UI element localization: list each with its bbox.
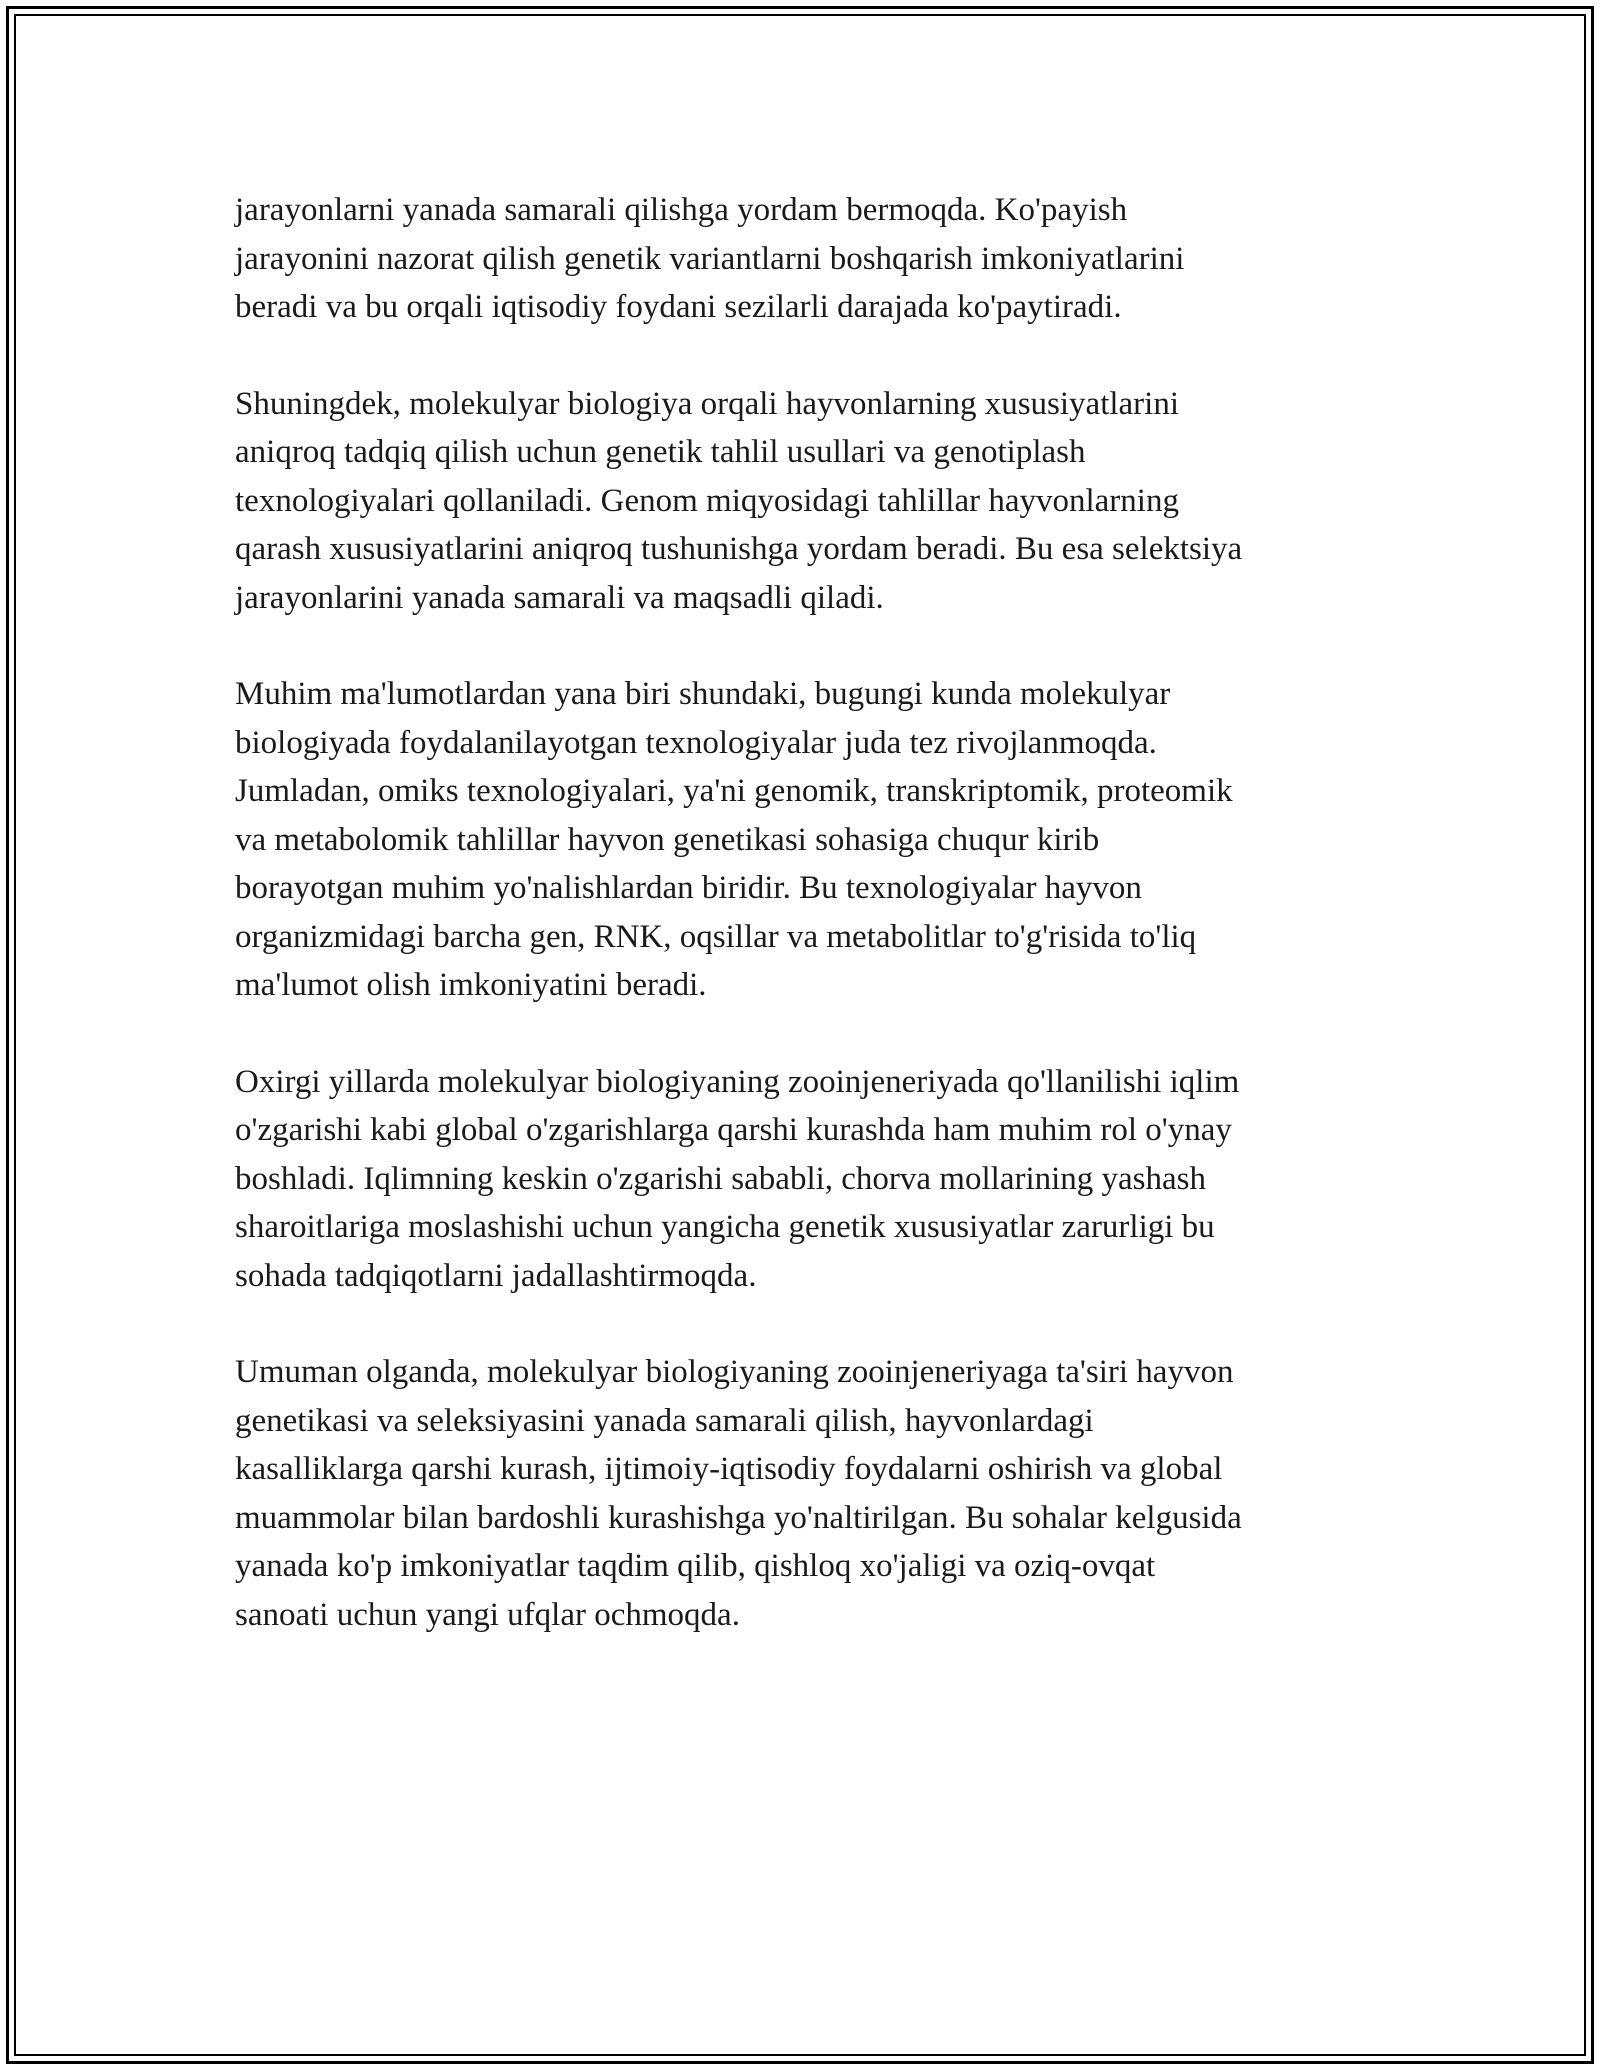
paragraph-5: Umuman olganda, molekulyar biologiyaning zooinjeneriyaga ta'siri hayvon genetikasi va seleksiyasini yanada samarali qilish, hayvonlardagi kasalliklarga qarshi kurash, ijtimoiy-iqtisodiy foydalarni oshirish va global muammolar bilan bardoshli kurashishga yo'naltirilgan. Bu sohalar kelgusida yanada ko'p imkoniyatlar taqdim qilib, qishloq xo'jaligi va oziq-ovqat sanoati uchun yangi ufqlar ochmoqda. [235,1354,1242,1633]
paragraph-3: Muhim ma'lumotlardan yana biri shundaki, bugungi kunda molekulyar biologiyada foydalanilayotgan texnologiyalar juda tez rivojlanmoqda. Jumladan, omiks texnologiyalari, ya'ni genomik, transkriptomik, proteomik va metabolomik tahlillar hayvon genetikasi sohasiga chuqur kirib borayotgan muhim yo'nalishlardan biridir. Bu texnologiyalar hayvon organizmidagi barcha gen, RNK, oqsillar va metabolitlar to'g'risida to'liq ma'lumot olish imkoniyatini beradi. [235,676,1233,1003]
paragraph-4: Oxirgi yillarda molekulyar biologiyaning zooinjeneriyada qo'llanilishi iqlim o'zgarishi kabi global o'zgarishlarga qarshi kurashda ham muhim rol o'ynay boshladi. Iqlimning keskin o'zgarishi sababli, chorva mollarining yashash sharoitlariga moslashishi uchun yangicha genetik xususiyatlar zarurligi bu sohada tadqiqotlarni jadallashtirmoqda. [235,1063,1240,1294]
document-body [235,186,1370,1687]
paragraph-1: jarayonlarni yanada samarali qilishga yordam bermoqda. Ko'payish jarayonini nazorat qilish genetik variantlarni boshqarish imkoniyatlarini beradi va bu orqali iqtisodiy foydani sezilarli darajada ko'paytiradi. [235,192,1185,325]
paragraph-2: Shuningdek, molekulyar biologiya orqali hayvonlarning xususiyatlarini aniqroq tadqiq qilish uchun genetik tahlil usullari va genotiplash texnologiyalari qollaniladi. Genom miqyosidagi tahlillar hayvonlarning qarash xususiyatlarini aniqroq tushunishga yordam beradi. Bu esa selektsiya jarayonlarini yanada samarali va maqsadli qiladi. [235,385,1243,616]
